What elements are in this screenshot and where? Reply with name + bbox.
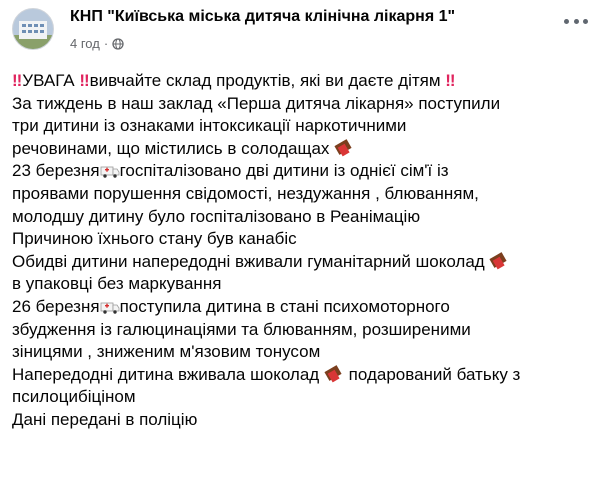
- chocolate-bar-icon: [324, 365, 344, 383]
- post-text: госпіталізовано дві дитини із однієї сім'ї із: [119, 161, 449, 181]
- post-line: три дитини із ознаками інтоксикації наркотичними: [12, 116, 407, 136]
- post-line: Дані передані в поліцію: [12, 409, 198, 429]
- post-line: проявами порушення свідомості, нездужання , блюванням,: [12, 183, 479, 203]
- meta-separator: ·: [103, 36, 109, 51]
- page-avatar[interactable]: [12, 8, 54, 50]
- post-text: УВАГА: [22, 71, 80, 90]
- post-text: Обидві дитини напередодні вживали гуманітарний шоколад: [12, 251, 485, 271]
- post-line: зіницями , зниженим м'язовим тонусом: [12, 342, 321, 362]
- double-exclamation-icon: ‼: [445, 71, 454, 90]
- post-text: вивчайте склад продуктів, які ви даєте дітям: [89, 71, 446, 90]
- dot-icon: [583, 19, 588, 24]
- post-line: [12, 138, 592, 161]
- post-text: 26 березня: [12, 296, 100, 316]
- ambulance-icon: [100, 163, 120, 179]
- post-line: Причиною їхнього стану був канабіс: [12, 229, 297, 249]
- post-line: [12, 251, 592, 274]
- chocolate-bar-icon: [334, 139, 354, 157]
- more-options-button[interactable]: [564, 14, 588, 28]
- double-exclamation-icon: ‼: [79, 71, 88, 90]
- post-line: в упаковці без маркування: [12, 274, 222, 294]
- hospital-building-icon: [13, 9, 53, 49]
- post-line: [12, 296, 592, 319]
- post-line: збудження із галюцинаціями та блюванням, розширеними: [12, 319, 471, 339]
- post-line: [12, 160, 592, 183]
- post-line: За тиждень в наш заклад «Перша дитяча лікарня» поступили: [12, 93, 501, 113]
- post-time[interactable]: 4 год: [70, 36, 100, 51]
- post-line: молодшу дитину було госпіталізовано в Реанімацію: [12, 206, 421, 226]
- post-text: поступила дитина в стані психомоторного: [119, 296, 450, 316]
- globe-icon: [112, 38, 124, 50]
- post-text: 23 березня: [12, 161, 100, 181]
- post-text: речовинами, що містились в солодащах: [12, 138, 330, 158]
- ambulance-icon: [100, 299, 120, 315]
- post-header: [10, 6, 590, 62]
- post-body: [12, 70, 592, 432]
- post-meta: [70, 36, 124, 51]
- page-name-link[interactable]: КНП "Київська міська дитяча клінічна лікарня 1": [70, 8, 456, 25]
- dot-icon: [564, 19, 569, 24]
- post-text: подарований батьку з: [343, 364, 521, 384]
- post-line: [12, 70, 592, 93]
- post-line: [12, 364, 592, 387]
- double-exclamation-icon: ‼: [12, 71, 21, 90]
- dot-icon: [574, 19, 579, 24]
- chocolate-bar-icon: [489, 252, 509, 270]
- post-text: Напередодні дитина вживала шоколад: [12, 364, 320, 384]
- post-line: псилоцибіціном: [12, 387, 136, 407]
